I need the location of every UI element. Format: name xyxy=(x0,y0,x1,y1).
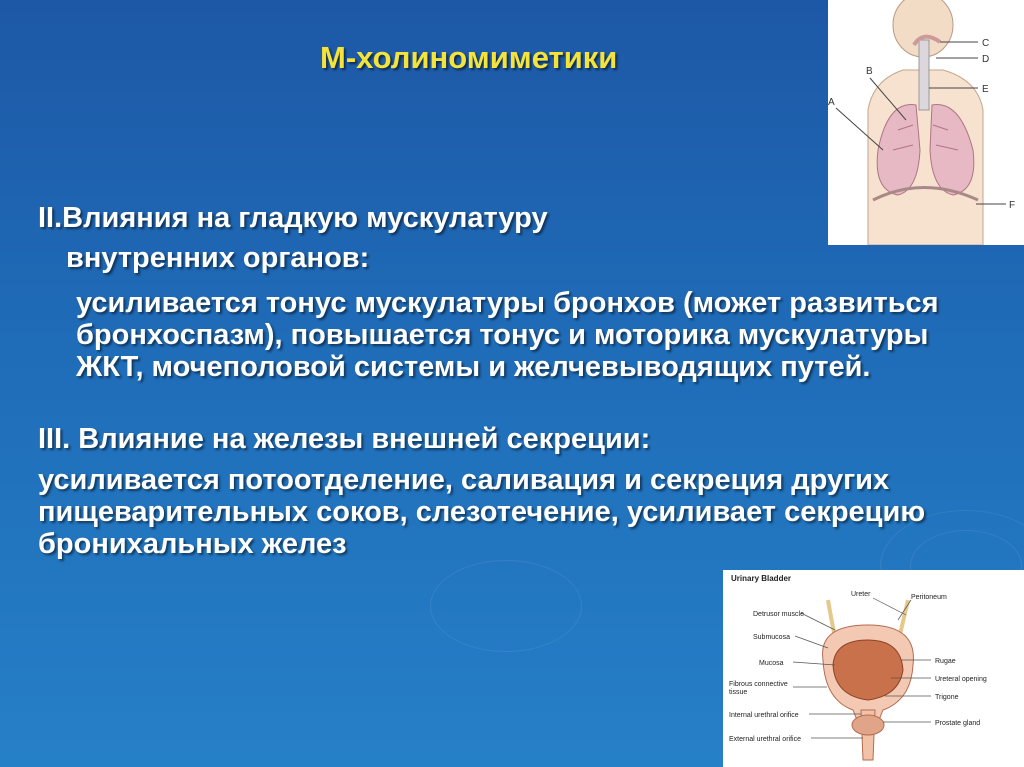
bladder-label-tissue: tissue xyxy=(729,689,748,696)
lung-label-d: D xyxy=(982,54,990,65)
respiratory-system-image xyxy=(828,0,1024,245)
lung-label-c: C xyxy=(982,38,990,49)
lung-label-a: A xyxy=(828,97,835,108)
section-2-body: усиливается тонус мускулатуры бронхов (может развиться бронхоспазм), повышается тонус и моторика мускулатуры ЖКТ, мочеполовой системы и желчевыводящих путей. xyxy=(76,287,939,383)
lung-label-f: F xyxy=(1009,200,1016,211)
lung-label-e: E xyxy=(982,84,989,95)
slide-title: М-холиномиметики xyxy=(320,40,618,75)
bladder-label-detrusor: Detrusor muscle xyxy=(753,611,804,618)
urinary-bladder-image xyxy=(723,570,1024,767)
bladder-label-prostate: Prostate gland xyxy=(935,720,981,727)
section-2-heading-cont: внутренних органов: xyxy=(66,242,370,274)
section-3-body: усиливается потоотделение, саливация и секреция других пищеварительных соков, слезотечение, усиливает секрецию бронихальных желез xyxy=(38,464,926,560)
background-ripple xyxy=(430,560,582,652)
bladder-title: Urinary Bladder xyxy=(731,574,792,583)
bladder-label-mucosa: Mucosa xyxy=(759,660,784,667)
bladder-label-trigone: Trigone xyxy=(935,694,959,701)
bladder-label-peritoneum: Peritoneum xyxy=(911,594,947,601)
bladder-label-ureteral-opening: Ureteral opening xyxy=(935,676,987,683)
section-3-heading: III. Влияние на железы внешней секреции: xyxy=(38,423,651,455)
bladder-label-ureter: Ureter xyxy=(851,591,871,598)
bladder-label-submucosa: Submucosa xyxy=(753,634,790,641)
bladder-label-fibrous: Fibrous connective xyxy=(729,681,788,688)
section-2-heading: II.Влияния на гладкую мускулатуру xyxy=(38,202,548,234)
bladder-label-internal-orifice: Internal urethral orifice xyxy=(729,712,799,719)
bladder-label-external-orifice: External urethral orifice xyxy=(729,736,801,743)
lung-label-b: B xyxy=(866,66,873,77)
bladder-label-rugae: Rugae xyxy=(935,658,956,665)
